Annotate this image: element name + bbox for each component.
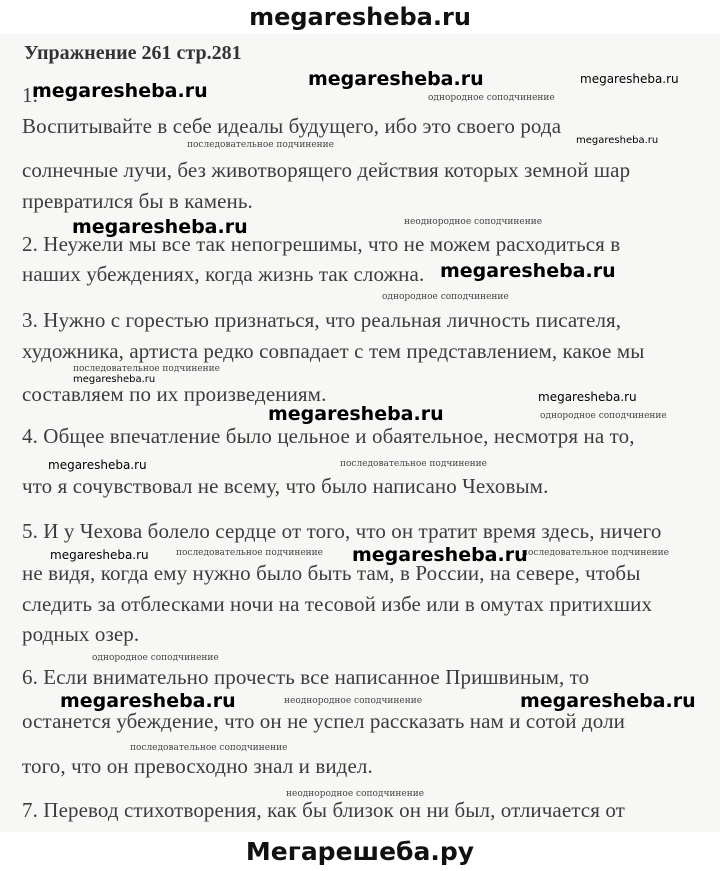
text-line-4: превратился бы в камень. — [22, 189, 253, 213]
text-line-5: 2. Неужели мы все так непогрешимы, что не можем расходиться в — [22, 232, 621, 256]
watermark-link[interactable]: megaresheba.ru — [576, 135, 659, 146]
watermark-link[interactable]: megaresheba.ru — [352, 544, 528, 566]
annotation: последовательное подчинение — [340, 459, 487, 469]
watermark-link[interactable]: megaresheba.ru — [32, 80, 208, 102]
text-line-16: 6. Если внимательно прочесть все написанное Пришвиным, то — [22, 665, 590, 689]
text-line-6: наших убеждениях, когда жизнь так сложна. — [22, 262, 425, 286]
annotation: последовательное подчинение — [522, 548, 669, 558]
text-line-15: родных озер. — [22, 622, 140, 646]
text-line-3: солнечные лучи, без животворящего действия которых земной шар — [22, 158, 631, 182]
text-line-17: останется убеждение, что он не успел рассказать нам и сотой доли — [22, 709, 625, 733]
annotation: однородное соподчинение — [540, 411, 667, 421]
text-line-10: 4. Общее впечатление было цельное и обаятельное, несмотря на то, — [22, 424, 635, 448]
text-line-11: что я сочувствовал не всему, что было написано Чеховым. — [22, 474, 549, 498]
annotation: неоднородное соподчинение — [284, 696, 423, 706]
annotation: неоднородное соподчинение — [404, 217, 543, 227]
annotation: однородное соподчинение — [428, 93, 555, 103]
text-line-14: следить за отблесками ночи на тесовой избе или в омутах притихших — [22, 592, 653, 616]
annotation: однородное соподчинение — [92, 653, 219, 663]
watermark-link[interactable]: megaresheba.ru — [538, 390, 637, 404]
text-line-19: 7. Перевод стихотворения, как бы близок он ни был, отличается от — [22, 798, 625, 822]
watermark-link[interactable]: megaresheba.ru — [73, 374, 156, 385]
watermark-link[interactable]: megaresheba.ru — [520, 690, 696, 712]
text-line-8: художника, артиста редко совпадает с тем представлением, какое мы — [22, 339, 645, 363]
text-line-7: 3. Нужно с горестью признаться, что реальная личность писателя, — [22, 308, 622, 332]
watermark-link[interactable]: megaresheba.ru — [60, 690, 236, 712]
annotation: последовательное подчинение — [187, 140, 334, 150]
text-line-9: составляем по их произведениям. — [22, 382, 327, 406]
annotation: последовательное подчинение — [73, 364, 220, 374]
exercise-title: Упражнение 261 стр.281 — [24, 42, 242, 64]
watermark-link[interactable]: megaresheba.ru — [308, 68, 484, 90]
annotation: неоднородное соподчинение — [286, 789, 425, 799]
scanned-page — [0, 34, 720, 832]
site-header[interactable]: megaresheba.ru — [0, 0, 720, 34]
text-line-2: Воспитывайте в себе идеалы будущего, ибо это своего рода — [22, 114, 562, 138]
text-line-18: того, что он превосходно знал и видел. — [22, 754, 373, 778]
watermark-link[interactable]: megaresheba.ru — [580, 72, 679, 86]
watermark-link[interactable]: megaresheba.ru — [440, 260, 616, 282]
annotation: однородное соподчинение — [382, 292, 509, 302]
text-line-12: 5. И у Чехова болело сердце от того, что он тратит время здесь, ничего — [22, 519, 662, 543]
watermark-link[interactable]: megaresheba.ru — [268, 403, 444, 425]
text-line-1: 1. — [22, 83, 38, 107]
watermark-link[interactable]: megaresheba.ru — [72, 216, 248, 238]
text-line-13: не видя, когда ему нужно было быть там, в России, на севере, чтобы — [22, 561, 641, 585]
annotation: последовательное подчинение — [176, 548, 323, 558]
watermark-link[interactable]: megaresheba.ru — [48, 458, 147, 472]
annotation: последовательное соподчинение — [130, 743, 288, 753]
site-footer[interactable]: Мегарешеба.ру — [0, 832, 720, 871]
watermark-link[interactable]: megaresheba.ru — [50, 548, 149, 562]
